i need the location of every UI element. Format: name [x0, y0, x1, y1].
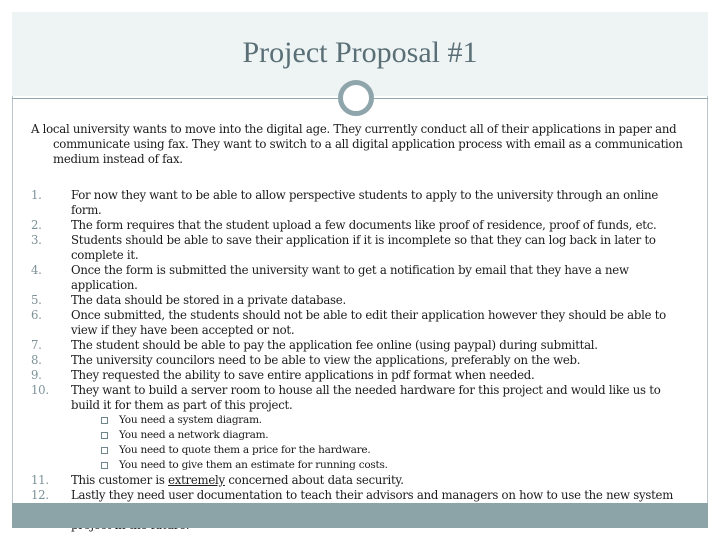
list-text-pre: This customer is: [71, 473, 169, 487]
list-item: [31, 188, 691, 218]
list-number: 10.: [31, 383, 49, 397]
sub-item-text: You need a network diagram.: [119, 429, 269, 441]
list-text: Lastly they need user documentation to teach their advisors and managers on how to use the new system: [71, 488, 674, 502]
list-text: Students should be able to save their application if it is incomplete so that they can log back in later to complete it.: [71, 233, 656, 262]
list-number: 9.: [31, 368, 42, 382]
sub-list-item: [71, 413, 691, 428]
sub-list-item: [71, 428, 691, 443]
list-item: [31, 293, 691, 308]
intro-paragraph: A local university wants to move into the digital age. They currently conduct all of their applications in paper and communicate using fax. They want to switch to a all digital application process with email as a communication medium instead of fax.: [31, 122, 683, 166]
hardware-sub-list: [71, 413, 691, 473]
list-number: 4.: [31, 263, 42, 277]
list-item: [31, 218, 691, 233]
sub-item-text: You need to quote them a price for the hardware.: [119, 444, 371, 456]
requirements-list: [31, 188, 691, 533]
list-text: The data should be stored in a private database.: [71, 293, 346, 307]
list-number: 6.: [31, 308, 42, 322]
list-number: 12.: [31, 488, 49, 502]
checkbox-bullet-icon: [101, 447, 108, 454]
list-text: The form requires that the student upload a few documents like proof of residence, proof of funds, etc.: [71, 218, 657, 232]
checkbox-bullet-icon: [101, 417, 108, 424]
list-item: [31, 473, 691, 488]
list-text: The student should be able to pay the application fee online (using paypal) during submittal.: [71, 338, 598, 352]
circle-ornament-icon: [338, 80, 374, 116]
sub-item-text: You need to give them an estimate for running costs.: [119, 459, 388, 471]
list-text: Once the form is submitted the university want to get a notification by email that they have a new application.: [71, 263, 629, 292]
list-text: They requested the ability to save entire applications in pdf format when needed.: [71, 368, 535, 382]
checkbox-bullet-icon: [101, 462, 108, 469]
list-text-post: concerned about data security.: [224, 473, 404, 487]
checkbox-bullet-icon: [101, 432, 108, 439]
sub-list-item: [71, 458, 691, 473]
list-number: 1.: [31, 188, 42, 202]
list-number: 7.: [31, 338, 42, 352]
list-item: [31, 383, 691, 473]
list-number: 3.: [31, 233, 42, 247]
list-item: [31, 263, 691, 293]
list-number: 5.: [31, 293, 42, 307]
list-item: [31, 353, 691, 368]
list-text: Once submitted, the students should not be able to edit their application however they should be able to view if they have been accepted or not.: [71, 308, 666, 337]
list-text: The university councilors need to be able to view the applications, preferably on the web.: [71, 353, 581, 367]
footer-bar: [12, 503, 708, 528]
list-item: [31, 338, 691, 353]
list-text: They want to build a server room to house all the needed hardware for this project and would like us to build it for them as part of this project.: [71, 383, 661, 412]
sub-list-item: [71, 443, 691, 458]
slide-title: Project Proposal #1: [242, 36, 478, 69]
list-number: 11.: [31, 473, 49, 487]
emphasized-word: extremely: [168, 473, 225, 487]
list-item: [31, 308, 691, 338]
list-item: [31, 233, 691, 263]
list-number: 2.: [31, 218, 42, 232]
sub-item-text: You need a system diagram.: [119, 414, 262, 426]
list-item: [31, 368, 691, 383]
list-text: For now they want to be able to allow perspective students to apply to the university through an online form.: [71, 188, 659, 217]
list-number: 8.: [31, 353, 42, 367]
